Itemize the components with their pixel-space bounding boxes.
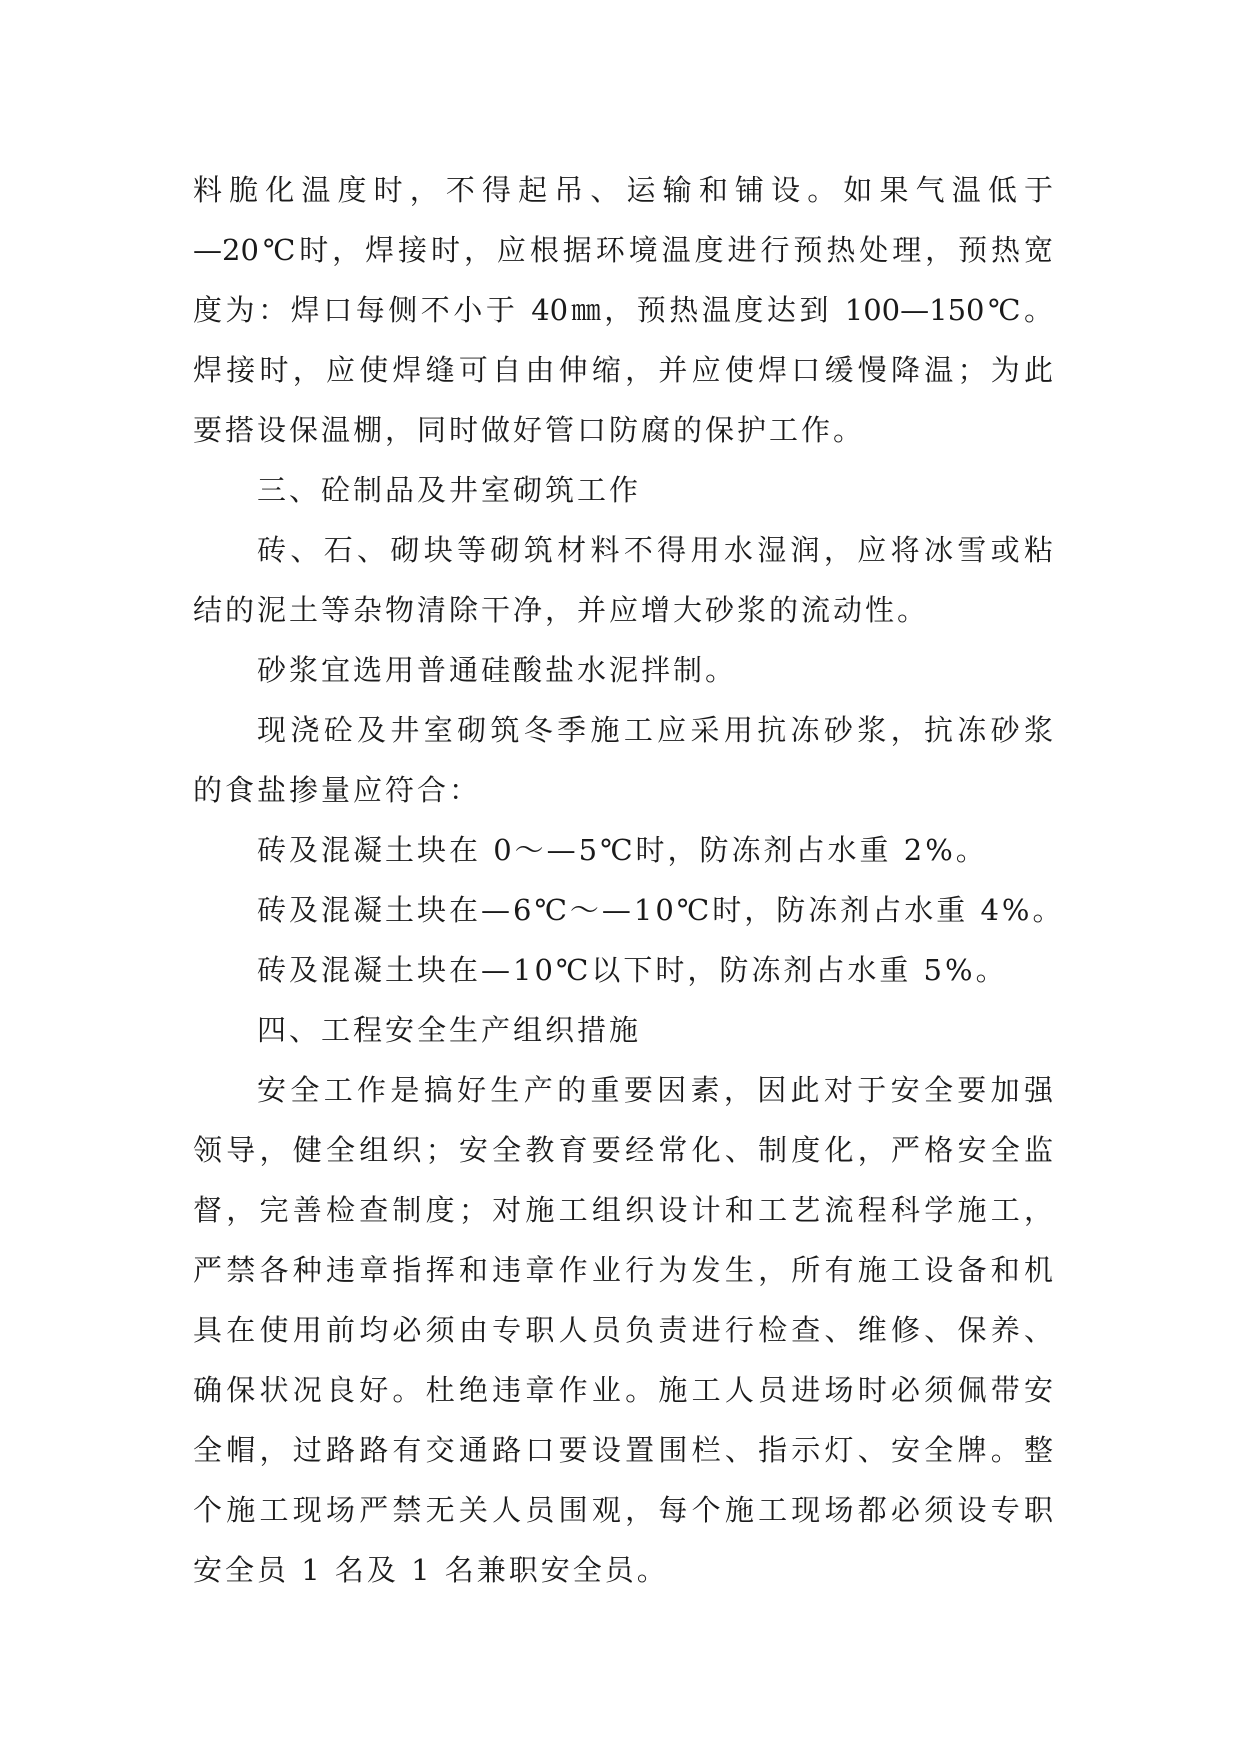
text-line: 砖及混凝土块在 0～—5℃时，防冻剂占水重 2%。 — [257, 833, 988, 867]
text-line: 严禁各种违章指挥和违章作业行为发生，所有施工设备和机 — [193, 1253, 1053, 1287]
text-line: 砖、石、砌块等砌筑材料不得用水湿润，应将冰雪或粘 — [257, 533, 1053, 567]
section-heading: 四、工程安全生产组织措施 — [257, 1013, 642, 1047]
text-line: 砖及混凝土块在—6℃～—10℃时，防冻剂占水重 4%。 — [257, 893, 1065, 927]
text-line: 要搭设保温棚，同时做好管口防腐的保护工作。 — [193, 413, 866, 447]
text-line: —20℃时，焊接时，应根据环境温度进行预热处理，预热宽 — [193, 233, 1053, 267]
text-line: 安全工作是搞好生产的重要因素，因此对于安全要加强 — [257, 1073, 1053, 1107]
text-line: 个施工现场严禁无关人员围观，每个施工现场都必须设专职 — [193, 1493, 1053, 1527]
text-line: 的食盐掺量应符合： — [193, 773, 482, 807]
text-line: 结的泥土等杂物清除干净，并应增大砂浆的流动性。 — [193, 593, 930, 627]
text-line: 领导，健全组织；安全教育要经常化、制度化，严格安全监 — [193, 1133, 1053, 1167]
text-line: 现浇砼及井室砌筑冬季施工应采用抗冻砂浆，抗冻砂浆 — [257, 713, 1053, 747]
text-line: 督，完善检查制度；对施工组织设计和工艺流程科学施工， — [193, 1193, 1053, 1227]
text-line: 具在使用前均必须由专职人员负责进行检查、维修、保养、 — [193, 1313, 1053, 1347]
text-line: 焊接时，应使焊缝可自由伸缩，并应使焊口缓慢降温；为此 — [193, 353, 1053, 387]
section-heading: 三、砼制品及井室砌筑工作 — [257, 473, 642, 507]
text-line: 料脆化温度时，不得起吊、运输和铺设。如果气温低于 — [193, 173, 1053, 207]
text-line: 砖及混凝土块在—10℃以下时，防冻剂占水重 5%。 — [257, 953, 1008, 987]
text-line: 砂浆宜选用普通硅酸盐水泥拌制。 — [257, 653, 738, 687]
document-body — [193, 160, 1065, 1600]
text-line: 全帽，过路路有交通路口要设置围栏、指示灯、安全牌。整 — [193, 1433, 1053, 1467]
text-line: 度为：焊口每侧不小于 40㎜，预热温度达到 100—150℃。 — [193, 293, 1053, 327]
text-line: 安全员 1 名及 1 名兼职安全员。 — [193, 1553, 669, 1587]
text-line: 确保状况良好。杜绝违章作业。施工人员进场时必须佩带安 — [193, 1373, 1053, 1407]
